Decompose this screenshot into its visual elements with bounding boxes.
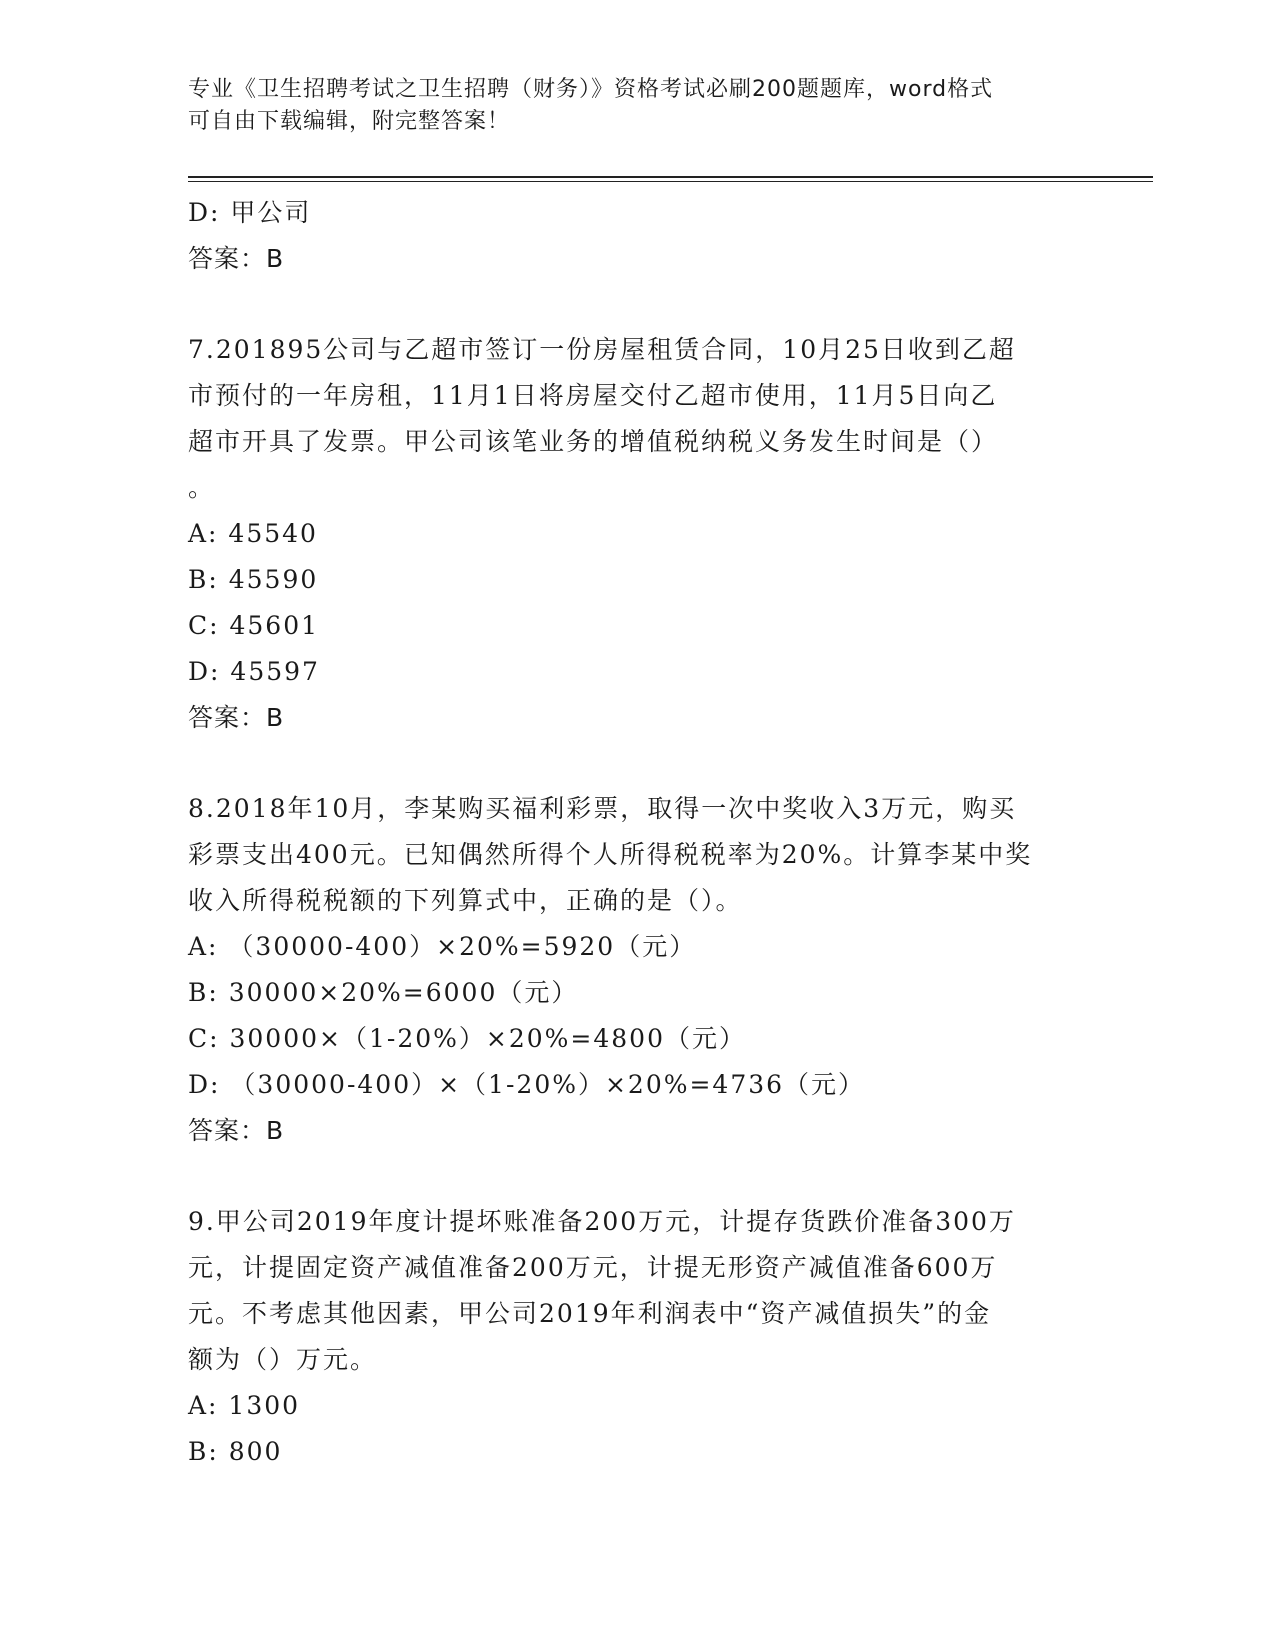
question-7 xyxy=(188,327,1088,741)
question-8 xyxy=(188,786,1088,1154)
question-text-line: 8.2018年10月，李某购买福利彩票，取得一次中奖收入3万元，购买 xyxy=(188,794,1017,823)
question-text-line: 彩票支出400元。已知偶然所得个人所得税税率为20%。计算李某中奖 xyxy=(188,840,1033,869)
previous-question-tail xyxy=(188,190,1088,282)
option-b: B: 45590 xyxy=(188,565,319,594)
option-c: C: 30000×（1-20%）×20%=4800（元） xyxy=(188,1024,746,1053)
question-text-line: 额为（）万元。 xyxy=(188,1345,378,1374)
question-9 xyxy=(188,1199,1088,1475)
header-divider xyxy=(188,176,1153,182)
question-text-line: 收入所得税税额的下列算式中，正确的是（）。 xyxy=(188,886,743,915)
option-d: D: （30000-400）×（1-20%）×20%=4736（元） xyxy=(188,1070,866,1099)
header-title-line-1: 专业《卫生招聘考试之卫生招聘（财务）》资格考试必刷200题题库，word格式 xyxy=(188,77,994,102)
question-text-line: 。 xyxy=(188,473,216,502)
option-d: D: 甲公司 xyxy=(188,198,312,227)
option-b: B: 800 xyxy=(188,1437,283,1466)
answer-line: 答案：B xyxy=(188,1116,285,1145)
option-a: A: 45540 xyxy=(188,519,318,548)
question-text-line: 9.甲公司2019年度计提坏账准备200万元，计提存货跌价准备300万 xyxy=(188,1207,1016,1236)
question-text-line: 元，计提固定资产减值准备200万元，计提无形资产减值准备600万 xyxy=(188,1253,998,1282)
question-text-line: 元。不考虑其他因素，甲公司2019年利润表中“资产减值损失”的金 xyxy=(188,1299,992,1328)
header-title-line-2: 可自由下载编辑，附完整答案！ xyxy=(188,109,511,134)
document-body xyxy=(188,190,1088,1475)
question-text-line: 市预付的一年房租，11月1日将房屋交付乙超市使用，11月5日向乙 xyxy=(188,381,998,410)
option-d: D: 45597 xyxy=(188,657,320,686)
option-a: A: （30000-400）×20%=5920（元） xyxy=(188,932,697,961)
question-text-line: 7.201895公司与乙超市签订一份房屋租赁合同，10月25日收到乙超 xyxy=(188,335,1016,364)
document-header xyxy=(188,74,1068,138)
answer-line: 答案：B xyxy=(188,244,285,273)
option-a: A: 1300 xyxy=(188,1391,301,1420)
option-c: C: 45601 xyxy=(188,611,320,640)
answer-line: 答案：B xyxy=(188,703,285,732)
question-text-line: 超市开具了发票。甲公司该笔业务的增值税纳税义务发生时间是（） xyxy=(188,427,999,456)
option-b: B: 30000×20%=6000（元） xyxy=(188,978,579,1007)
